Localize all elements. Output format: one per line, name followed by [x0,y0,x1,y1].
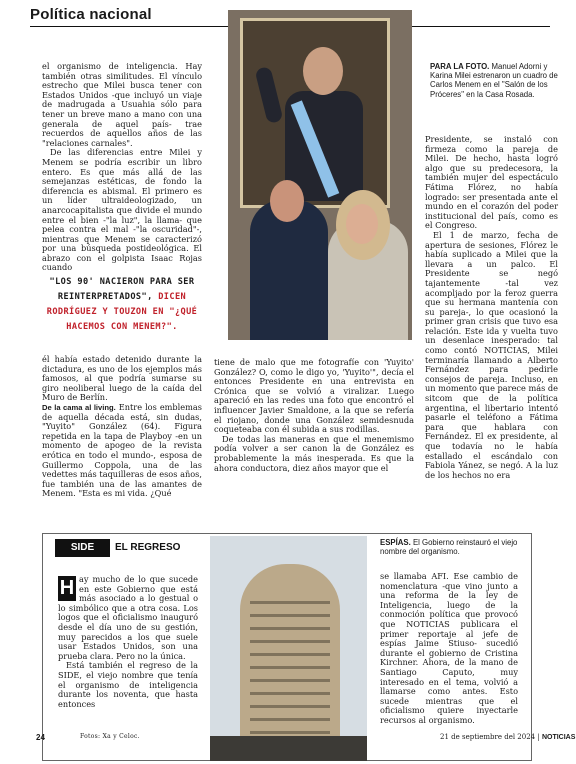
publication-info [440,733,575,741]
sidebar-photo-caption [380,538,518,556]
paragraph: tiene de malo que me fotografíe con 'Yuyito' González? O, como le digo yo, 'Yuyito'", decía el entonces Presidente en una entrevista en Crónica que se volvió a viralizar. Luego apareció en las redes una foto que encontró el influencer Javier Smaldone, a la que se refería el riojano, donde una González semidesnuda coqueteaba con él subida a sus rodillas. [214,357,414,435]
paragraph: Está también el regreso de la SIDE, el viejo nombre que tenía el organismo de inteligencia durante los noventa, que hasta entonces [58,660,198,709]
paragraph: De las diferencias entre Milei y Menem se podría escribir un libro entero. Es que más allá de las semejanzas estéticas, de fondo la diferencia es abismal. El primero es un líder ultraideologizado, un anarcocapitalista que divide el mundo entre el bien -"la luz", la llama- que pelea contra el mal -"la oscuridad"-, mientras que Menem se caracterizó por una búsqueda postideológica. El abrazo con el golpista Isaac Rojas cuando [42,147,202,273]
page-number: 24 [36,733,45,742]
caption-lead: ESPÍAS. [380,538,411,547]
section-title: Política nacional [30,6,152,23]
dropcap: H [59,577,75,599]
caption-text: El Gobierno reinstauró el viejo nombre del organismo. [380,538,518,557]
pull-quote [42,275,202,335]
column-1-top [42,62,202,273]
caption-lead: PARA LA FOTO. [430,62,490,71]
sidebar-column-2 [380,572,518,726]
pull-quote-text: "LOS 90' NACIERON PARA SER REINTERPRETADOS", [49,277,195,302]
photo-caption [430,62,558,99]
paragraph: él había estado detenido durante la dictadura, es uno de los ejemplos más famosos, al que podría sumarse su giro neoliberal luego de la caída del Muro de Berlín. [42,354,202,403]
sidebar-column-1 [58,575,198,709]
pull-quote-attribution: DICEN RODRÍGUEZ Y TOUZON EN "¿QUÉ HACEMOS CON MENEM?". [46,292,198,332]
menem-portrait-frame [240,18,390,208]
publication-name: NOTICIAS [541,734,576,741]
sidebar-header [55,539,188,557]
issue-date: 21 de septiembre del 2024 [440,733,536,741]
sidebar-tag: SIDE [55,539,110,557]
caption-text: Manuel Adorni y Karina Milei estrenaron un cuadro de Carlos Menem en el "Salón de los Próceres" en la Casa Rosada. [430,62,558,99]
sidebar-title: EL REGRESO [115,542,181,553]
paragraph: Entre los emblemas de aquella década está, sin dudas, "Yuyito" González (64). Figura repetida en la tapa de Playboy -en un momento de apogeo de la revista erótica en todo el mundo-, esposa de Guillermo Coppola, una de las vedettes más taquilleras de esos años, fue también una de las amantes de Menem. "Esta es mi vida. ¿Qué [42,401,202,499]
column-1-bottom [42,355,202,499]
paragraph: El 1 de marzo, fecha de apertura de sesiones, Flórez le había suplicado a Milei que la llevara a un palco. El Presidente se negó tajantemente -tal vez acompljado por la feroz guerra que su hermana mantenía con su pareja-, lo que ocasionó la primer gran crisis que tuvo esa relación. Este ida y vuelta tuvo un desenlace inesperado: tal como contó NOTICIAS, Milei terminaría llamando a Alberto Fernández para pedirle consejos de pareja. Incluso, en un momento que parece más de sitcom que de la política argentina, el libertario intentó pasarle el teléfono a Fátima para que hablara con Fernández. El ex presidente, al que todavía no le había estallado el escándalo con Fabiola Yánez, se negó. A la luz de los hechos no era [425,229,558,480]
column-3 [425,135,558,480]
paragraph: se llamaba AFI. Ese cambio de nomenclatura -que vino junto a una reforma de la ley de Inteligencia, luego de la conmoción política que provocó que NOTICIAS publicara el primer reportaje al jefe de espías Jaime Stiuso- sucedió durante el gobierno de Cristina Kirchner. Ahora, de la mano de Santiago Caputo, muy interesado en el tema, volvió a llamarse como antes. Esto sucede mientras que el oficialismo quiere inyectarle recursos al organismo. [380,571,518,725]
photo-side-building [210,536,367,761]
paragraph: el organismo de inteligencia. Hay también otras similitudes. El vínculo estrecho que Milei busca tener con Estados Unidos -que incluyó un viaje de madrugada a Usuahia sólo para tener un breve mano a mano con una generala de aquel país- trae recuerdos de aquellos años de las "relaciones carnales". [42,61,202,148]
photo-credits: Fotos: Xa y Celoc. [80,733,140,740]
separator: | [535,733,542,741]
paragraph: Presidente, se instaló con firmeza como la pareja de Milei. De hecho, hasta logró algo que su predecesora, la también mujer del espectáculo Fátima Flórez, no había logrado: ser presentada ante el mundo en el corazón del poder institucional del país, como es el Congreso. [425,134,558,231]
column-2-bottom [214,358,414,473]
photo-adorni-milei-menem-portrait [228,10,412,340]
paragraph: ay mucho de lo que sucede en este Gobierno que está más asociado a lo gestual o lo simbólico que a otra cosa. Los logos que el oficialismo inauguró desde el día uno de su gestión, muy parecidos a los que suele usar Estados Unidos, son una prueba clara. Pero no la única. [58,574,198,661]
subheading: De la cama al living. [42,402,116,412]
paragraph: De todas las maneras en que el menemismo podía volver a ser canon la de González es probablemente la más inesperada. Es que la ahora conductora, diez años mayor que el [214,433,414,473]
